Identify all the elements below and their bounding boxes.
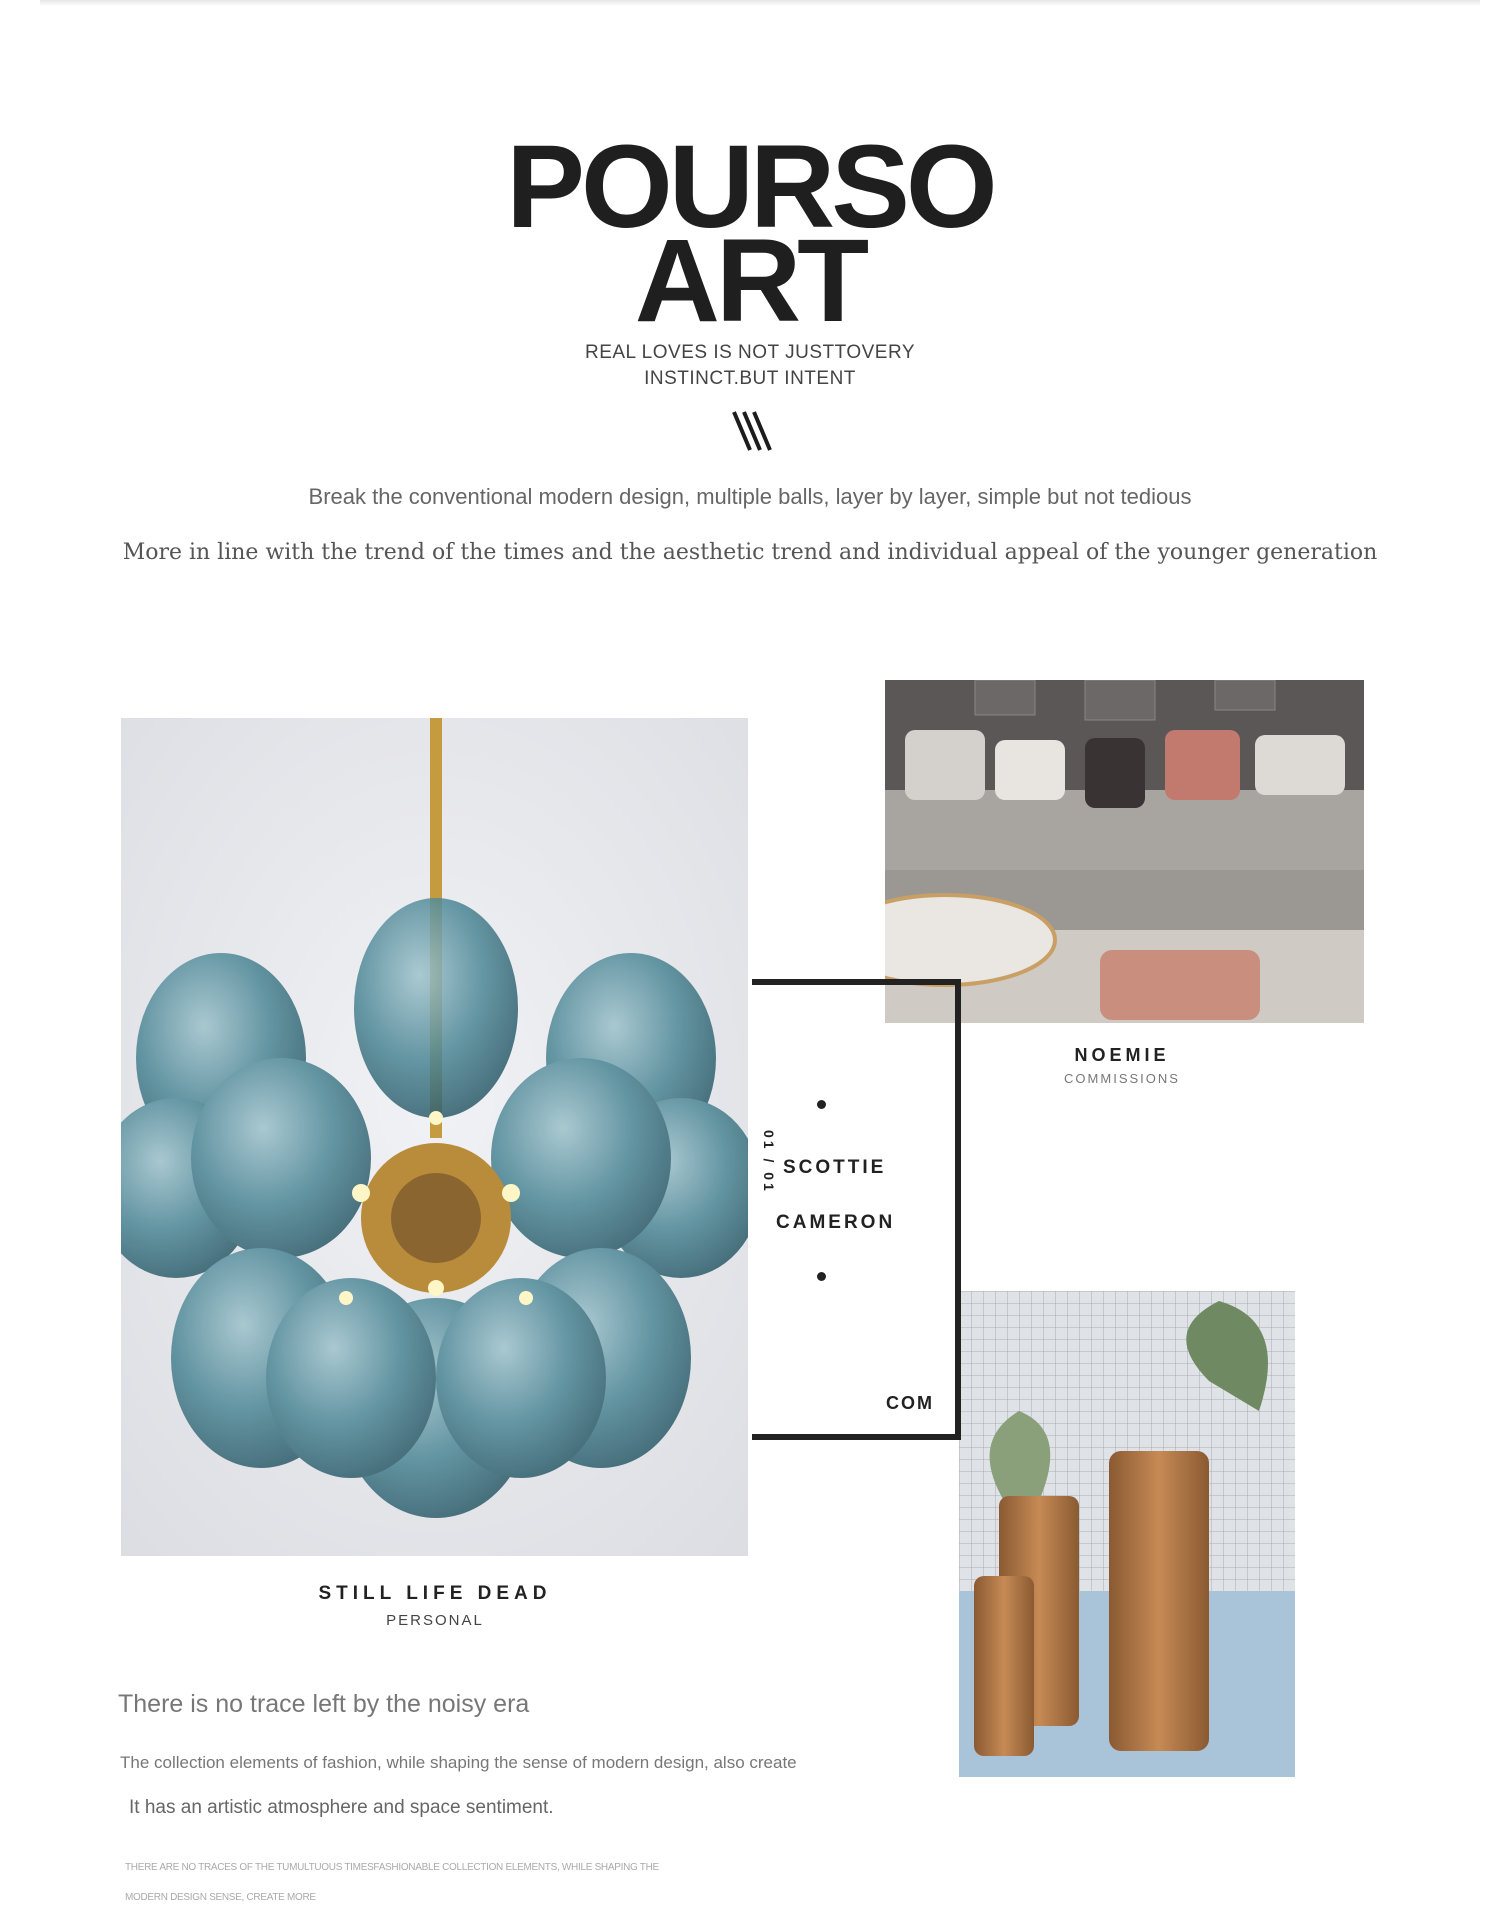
fine-print-line-1: THERE ARE NO TRACES OF THE TUMULTUOUS TIMESFASHIONABLE COLLECTION ELEMENTS, WHILE SHAPING THE (125, 1862, 659, 1873)
dot-marker-bottom (817, 1272, 826, 1281)
page-counter: 01 / 01 (761, 1130, 777, 1194)
name-cameron: CAMERON (776, 1212, 896, 1233)
story-paragraph-2: It has an artistic atmosphere and space sentiment. (129, 1797, 554, 1818)
triple-slash-icon (720, 408, 780, 454)
com-label: COM (886, 1393, 934, 1413)
dot-marker-top (817, 1100, 826, 1109)
intro-line-2: More in line with the trend of the times and the aesthetic trend and individual appeal of the younger generation (122, 540, 1378, 565)
still-life-subcaption: PERSONAL (386, 1612, 484, 1629)
wooden-vases-photo (959, 1291, 1295, 1777)
brand-tagline-2: INSTINCT.BUT INTENT (644, 368, 856, 389)
noemie-caption: NOEMIE (1074, 1045, 1170, 1065)
decorative-frame (752, 979, 961, 1440)
fine-print-line-2: MODERN DESIGN SENSE, CREATE MORE (125, 1892, 316, 1903)
chandelier-photo (121, 718, 748, 1556)
top-shadow-bar (40, 0, 1480, 6)
intro-line-1: Break the conventional modern design, multiple balls, layer by layer, simple but not tedious (308, 484, 1192, 509)
brand-title-line2: ART (634, 215, 866, 347)
fine-print (125, 1853, 765, 1913)
living-room-photo (885, 680, 1364, 1023)
story-heading: There is no trace left by the noisy era (118, 1690, 530, 1718)
noemie-subcaption: COMMISSIONS (1064, 1071, 1180, 1086)
brand-title-line1: POURSO (506, 121, 994, 253)
brand-tagline-1: REAL LOVES IS NOT JUSTTOVERY (584, 342, 916, 363)
name-scottie: SCOTTIE (783, 1157, 887, 1178)
story-paragraph-1: The collection elements of fashion, while shaping the sense of modern design, also create (120, 1753, 797, 1772)
still-life-caption: STILL LIFE DEAD (318, 1583, 552, 1604)
